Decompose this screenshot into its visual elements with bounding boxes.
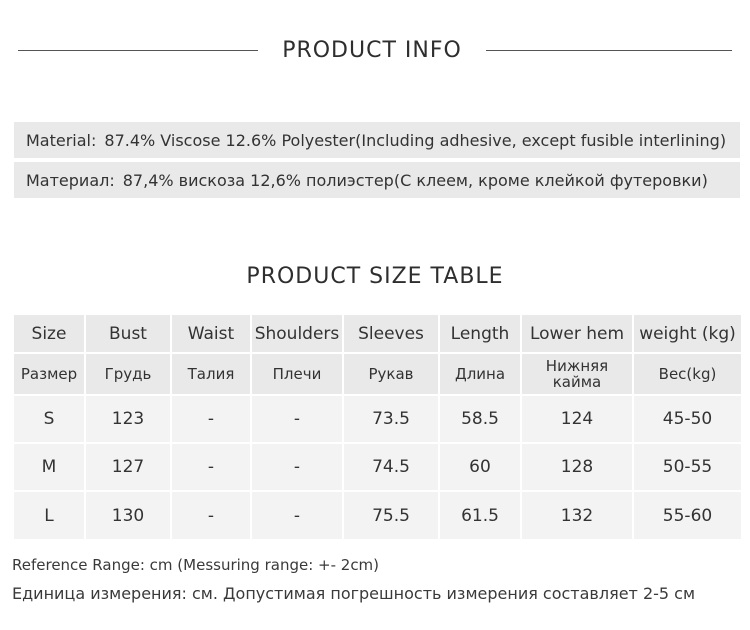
header-weight-ru: Вес(kg) (633, 353, 741, 395)
material-en-value: 87.4% Viscose 12.6% Polyester(Including adhesive, except fusible interlining) (104, 130, 727, 150)
cell-size: M (13, 443, 85, 491)
material-ru-value: 87,4% вискоза 12,6% полиэстер(С клеем, кроме клейкой футеровки) (122, 170, 708, 190)
right-divider (486, 50, 732, 51)
left-divider (18, 50, 258, 51)
cell-sleeves: 73.5 (343, 395, 439, 443)
product-info-heading-row (0, 38, 750, 63)
material-ru (14, 162, 740, 198)
header-lower-hem: Lower hem (521, 315, 633, 353)
cell-waist: - (171, 491, 251, 539)
cell-shoulders: - (251, 443, 343, 491)
header-weight: weight (kg) (633, 315, 741, 353)
material-en-label: Material: (26, 130, 97, 150)
cell-length: 60 (439, 443, 521, 491)
cell-length: 61.5 (439, 491, 521, 539)
header-length-ru: Длина (439, 353, 521, 395)
table-row (13, 395, 741, 443)
size-table-heading: PRODUCT SIZE TABLE (246, 264, 504, 289)
header-row-ru (13, 353, 741, 395)
material-ru-label: Материал: (26, 170, 115, 190)
header-row-en (13, 315, 741, 353)
cell-lower-hem: 124 (521, 395, 633, 443)
header-bust-ru: Грудь (85, 353, 171, 395)
header-lower-hem-ru: Нижняя кайма (521, 353, 633, 395)
cell-weight: 45-50 (633, 395, 741, 443)
cell-bust: 127 (85, 443, 171, 491)
cell-lower-hem: 132 (521, 491, 633, 539)
product-info-heading: PRODUCT INFO (282, 38, 462, 63)
cell-sleeves: 75.5 (343, 491, 439, 539)
cell-shoulders: - (251, 395, 343, 443)
header-sleeves: Sleeves (343, 315, 439, 353)
cell-waist: - (171, 443, 251, 491)
header-waist: Waist (171, 315, 251, 353)
cell-sleeves: 74.5 (343, 443, 439, 491)
cell-size: S (13, 395, 85, 443)
header-sleeves-ru: Рукав (343, 353, 439, 395)
cell-size: L (13, 491, 85, 539)
reference-range-note: Reference Range: cm (Messuring range: +- 2cm) (12, 556, 380, 574)
header-bust: Bust (85, 315, 171, 353)
cell-waist: - (171, 395, 251, 443)
cell-length: 58.5 (439, 395, 521, 443)
material-en (14, 122, 740, 158)
header-shoulders-ru: Плечи (251, 353, 343, 395)
size-table-heading-row (0, 264, 750, 289)
header-size-ru: Размер (13, 353, 85, 395)
cell-bust: 123 (85, 395, 171, 443)
header-length: Length (439, 315, 521, 353)
table-row (13, 491, 741, 539)
measurement-unit-note: Единица измерения: см. Допустимая погрешность измерения составляет 2-5 см (12, 584, 696, 603)
header-shoulders: Shoulders (251, 315, 343, 353)
cell-weight: 55-60 (633, 491, 741, 539)
cell-shoulders: - (251, 491, 343, 539)
table-row (13, 443, 741, 491)
header-size: Size (13, 315, 85, 353)
cell-lower-hem: 128 (521, 443, 633, 491)
cell-weight: 50-55 (633, 443, 741, 491)
size-table (12, 315, 741, 539)
header-waist-ru: Талия (171, 353, 251, 395)
cell-bust: 130 (85, 491, 171, 539)
